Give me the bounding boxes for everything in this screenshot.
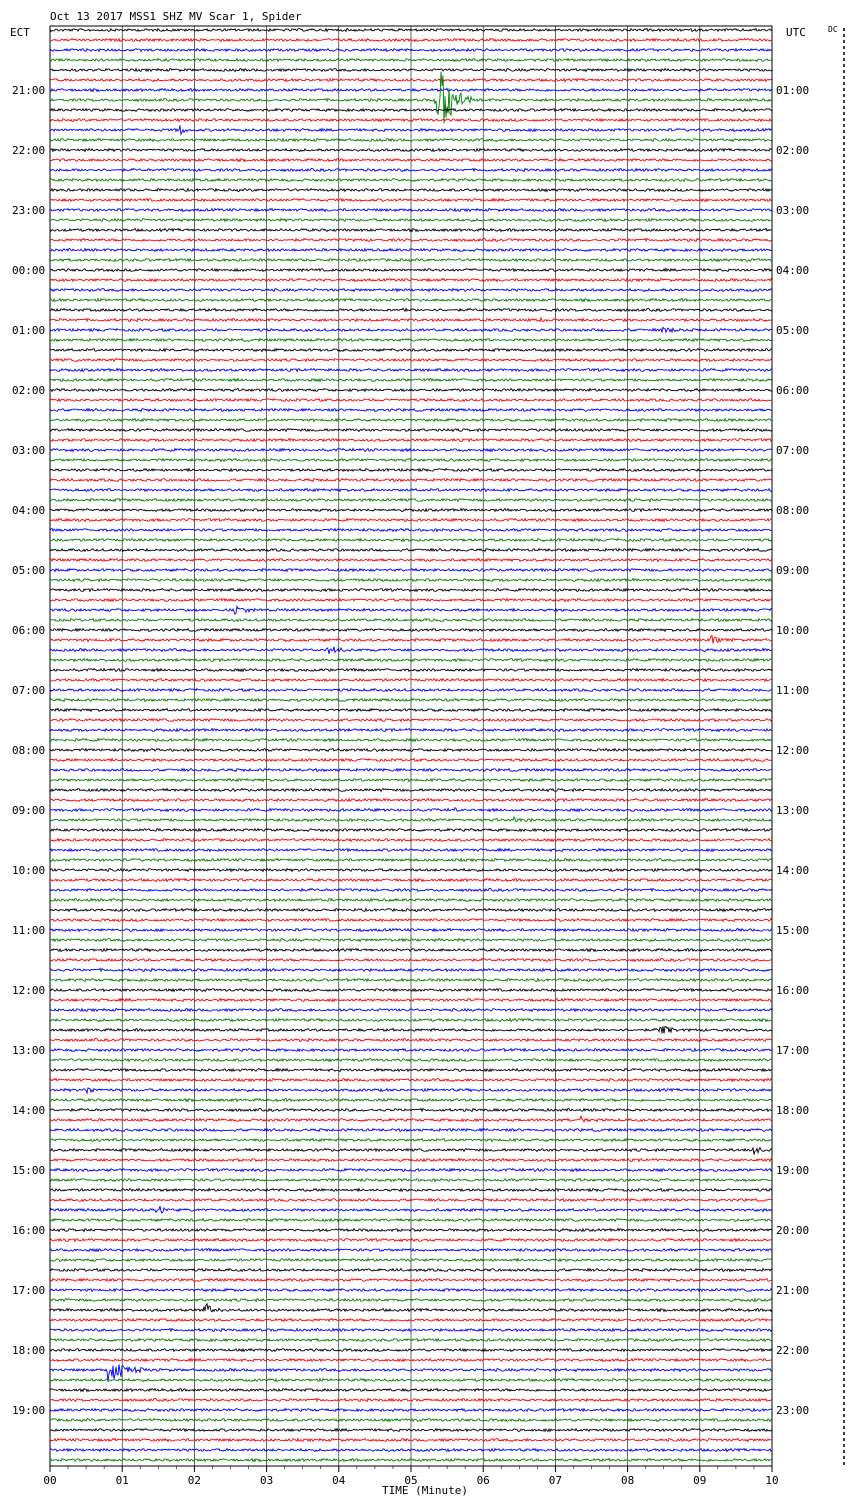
left-hour-label: 23:00: [12, 204, 46, 217]
x-tick-label: 00: [43, 1474, 57, 1487]
x-tick-label: 02: [187, 1474, 202, 1487]
x-tick-label: 03: [259, 1474, 274, 1487]
left-hour-label: 00:00: [12, 264, 46, 277]
left-hour-label: 10:00: [12, 864, 46, 877]
right-hour-label: 06:00: [776, 384, 810, 397]
right-hour-label: 08:00: [776, 504, 810, 517]
left-hour-label: 22:00: [12, 144, 46, 157]
right-hour-label: 23:00: [776, 1404, 810, 1417]
x-tick-label: 07: [548, 1474, 563, 1487]
right-hour-label: 21:00: [776, 1284, 810, 1297]
left-hour-label: 15:00: [12, 1164, 46, 1177]
left-hour-label: 07:00: [12, 684, 46, 697]
right-hour-label: 04:00: [776, 264, 810, 277]
left-hour-label: 03:00: [12, 444, 46, 457]
left-hour-label: 18:00: [12, 1344, 46, 1357]
left-hour-label: 11:00: [12, 924, 46, 937]
left-hour-label: 09:00: [12, 804, 46, 817]
left-hour-label: 08:00: [12, 744, 46, 757]
left-hour-label: 05:00: [12, 564, 46, 577]
x-axis-label: TIME (Minute): [381, 1484, 469, 1497]
right-hour-label: 13:00: [776, 804, 810, 817]
chart-title: Oct 13 2017 MSS1 SHZ MV Scar 1, Spider: [50, 10, 302, 23]
x-tick-label: 10: [765, 1474, 779, 1487]
left-timezone-label: ECT: [10, 26, 30, 39]
left-hour-label: 12:00: [12, 984, 46, 997]
right-timezone-label: UTC: [786, 26, 806, 39]
left-hour-label: 19:00: [12, 1404, 46, 1417]
right-hour-label: 07:00: [776, 444, 810, 457]
right-hour-label: 19:00: [776, 1164, 810, 1177]
x-tick-label: 08: [620, 1474, 635, 1487]
right-hour-label: 09:00: [776, 564, 810, 577]
x-tick-label: 05: [404, 1474, 418, 1487]
x-tick-label: 01: [115, 1474, 129, 1487]
right-hour-label: 01:00: [776, 84, 810, 97]
x-tick-label: 04: [332, 1474, 346, 1487]
dc-label: DC: [828, 25, 838, 34]
left-hour-label: 13:00: [12, 1044, 46, 1057]
left-hour-label: 21:00: [12, 84, 46, 97]
right-hour-label: 14:00: [776, 864, 810, 877]
left-hour-label: 01:00: [12, 324, 46, 337]
right-hour-label: 12:00: [776, 744, 810, 757]
left-hour-label: 02:00: [12, 384, 46, 397]
left-hour-label: 06:00: [12, 624, 46, 637]
right-hour-label: 18:00: [776, 1104, 810, 1117]
right-hour-label: 17:00: [776, 1044, 810, 1057]
right-hour-label: 03:00: [776, 204, 810, 217]
right-hour-label: 16:00: [776, 984, 810, 997]
right-hour-label: 20:00: [776, 1224, 810, 1237]
right-hour-label: 05:00: [776, 324, 810, 337]
right-hour-label: 11:00: [776, 684, 810, 697]
right-hour-label: 22:00: [776, 1344, 810, 1357]
x-tick-label: 09: [693, 1474, 707, 1487]
x-tick-label: 06: [476, 1474, 490, 1487]
right-hour-label: 02:00: [776, 144, 810, 157]
right-hour-label: 15:00: [776, 924, 810, 937]
left-hour-label: 17:00: [12, 1284, 46, 1297]
left-hour-label: 16:00: [12, 1224, 46, 1237]
left-hour-label: 14:00: [12, 1104, 46, 1117]
right-hour-label: 10:00: [776, 624, 810, 637]
left-hour-label: 04:00: [12, 504, 46, 517]
